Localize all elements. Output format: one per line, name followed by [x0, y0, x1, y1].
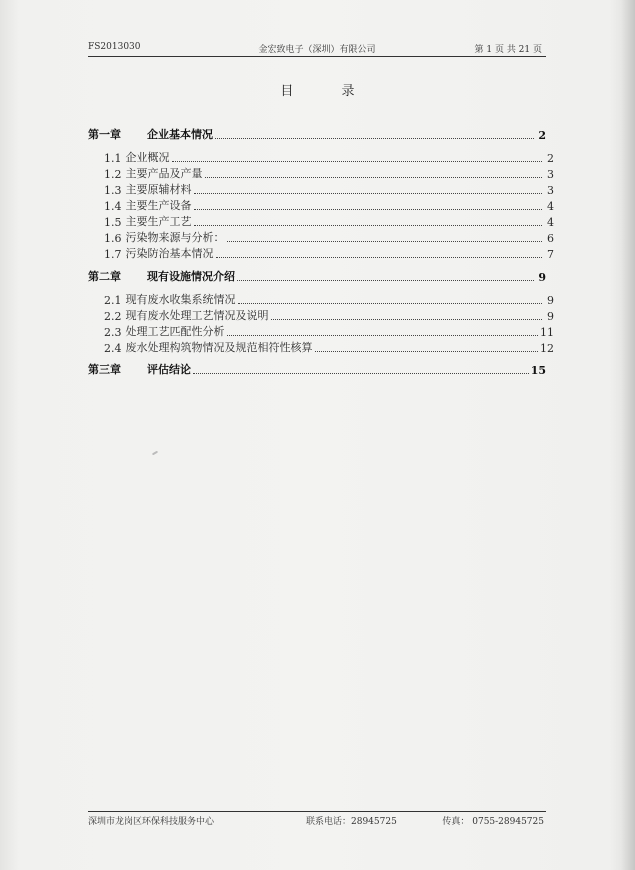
header-page-info: 第 1 页 共 21 页 — [474, 45, 542, 55]
toc-entry-chapter-1[interactable] — [88, 127, 546, 142]
toc-entry-label: 处理工艺匹配性分析 — [125, 325, 225, 338]
header-rule — [88, 56, 546, 57]
scan-speck — [152, 451, 158, 456]
toc-entry-label: 废水处理构筑物情况及规范相符性核算 — [125, 341, 313, 354]
page-footer — [88, 814, 546, 828]
toc-leader-dots — [194, 208, 543, 210]
toc-entry-1-7[interactable] — [96, 246, 554, 261]
toc-entry-label: 主要原辅材料 — [125, 183, 192, 196]
toc-leader-dots — [227, 334, 539, 336]
toc-entry-number: 2.2 — [104, 310, 122, 323]
toc-leader-dots — [237, 279, 534, 281]
toc-entry-1-6[interactable] — [96, 230, 554, 245]
toc-leader-dots — [205, 176, 543, 178]
toc-entry-page: 9 — [547, 294, 554, 307]
toc-entry-2-2[interactable] — [96, 308, 554, 323]
toc-entry-page: 9 — [547, 310, 554, 323]
toc-entry-page: 3 — [547, 184, 554, 197]
toc-entry-page: 7 — [547, 248, 554, 261]
toc-entry-number: 2.3 — [104, 326, 122, 339]
toc-leader-dots — [215, 137, 534, 139]
toc-entry-label: 现有废水收集系统情况 — [125, 293, 236, 306]
toc-leader-dots — [315, 350, 539, 352]
toc-entry-2-3[interactable] — [96, 324, 554, 339]
toc-leader-dots — [216, 256, 543, 258]
toc-entry-number: 第二章 — [88, 270, 121, 283]
toc-entry-label: 主要产品及产量 — [125, 167, 203, 180]
toc-entry-number: 第三章 — [88, 363, 121, 376]
footer-rule — [88, 811, 546, 812]
toc-entry-number: 1.6 — [104, 232, 122, 245]
toc-leader-dots — [194, 192, 543, 194]
toc-entry-1-3[interactable] — [96, 182, 554, 197]
toc-entry-label: 污染防治基本情况 — [125, 247, 214, 260]
toc-entry-label: 评估结论 — [147, 363, 191, 376]
footer-phone: 联系电话：28945725 — [306, 817, 397, 827]
toc-entry-2-4[interactable] — [96, 340, 554, 355]
toc-title: 目 录 — [280, 84, 377, 99]
toc-entry-number: 1.2 — [104, 168, 122, 181]
toc-entry-label: 污染物来源与分析： — [125, 231, 225, 244]
toc-entry-2-1[interactable] — [96, 292, 554, 307]
toc-entry-1-1[interactable] — [96, 150, 554, 165]
footer-organization: 深圳市龙岗区环保科技服务中心 — [88, 817, 215, 827]
toc-entry-label: 主要生产设备 — [125, 199, 192, 212]
toc-entry-number: 第一章 — [88, 128, 121, 141]
toc-leader-dots — [271, 318, 543, 320]
toc-entry-page: 12 — [540, 342, 554, 355]
toc-entry-label: 主要生产工艺 — [125, 215, 192, 228]
page-edge-shadow — [621, 0, 635, 870]
toc-entry-page: 15 — [530, 364, 546, 377]
toc-entry-number: 2.4 — [104, 342, 122, 355]
toc-entry-number: 1.1 — [104, 152, 122, 165]
toc-entry-label: 现有设施情况介绍 — [147, 270, 235, 283]
footer-fax: 传真： 0755-28945725 — [442, 817, 544, 827]
toc-entry-page: 9 — [538, 271, 546, 284]
toc-entry-page: 4 — [547, 216, 554, 229]
toc-entry-number: 2.1 — [104, 294, 122, 307]
toc-entry-chapter-3[interactable] — [88, 362, 546, 377]
toc-entry-label: 现有废水处理工艺情况及说明 — [125, 309, 269, 322]
toc-entry-label: 企业概况 — [125, 151, 170, 164]
header-company: 金宏致电子（深圳）有限公司 — [258, 45, 376, 55]
toc-entry-1-4[interactable] — [96, 198, 554, 213]
toc-entry-page: 2 — [538, 129, 546, 142]
toc-leader-dots — [227, 240, 543, 242]
toc-entry-number: 1.5 — [104, 216, 122, 229]
toc-entry-1-5[interactable] — [96, 214, 554, 229]
toc-entry-page: 4 — [547, 200, 554, 213]
page-header — [88, 42, 546, 56]
toc-entry-number: 1.7 — [104, 248, 122, 261]
toc-leader-dots — [238, 302, 543, 304]
toc-entry-page: 2 — [547, 152, 554, 165]
toc-entry-label: 企业基本情况 — [147, 128, 213, 141]
toc-entry-page: 3 — [547, 168, 554, 181]
toc-leader-dots — [172, 160, 543, 162]
toc-leader-dots — [193, 372, 529, 374]
toc-leader-dots — [194, 224, 543, 226]
toc-entry-page: 11 — [540, 326, 554, 339]
toc-entry-number: 1.4 — [104, 200, 122, 213]
toc-entry-chapter-2[interactable] — [88, 269, 546, 284]
toc-entry-number: 1.3 — [104, 184, 122, 197]
header-doc-code: FS2013030 — [88, 42, 141, 52]
toc-entry-page: 6 — [547, 232, 554, 245]
toc-entry-1-2[interactable] — [96, 166, 554, 181]
